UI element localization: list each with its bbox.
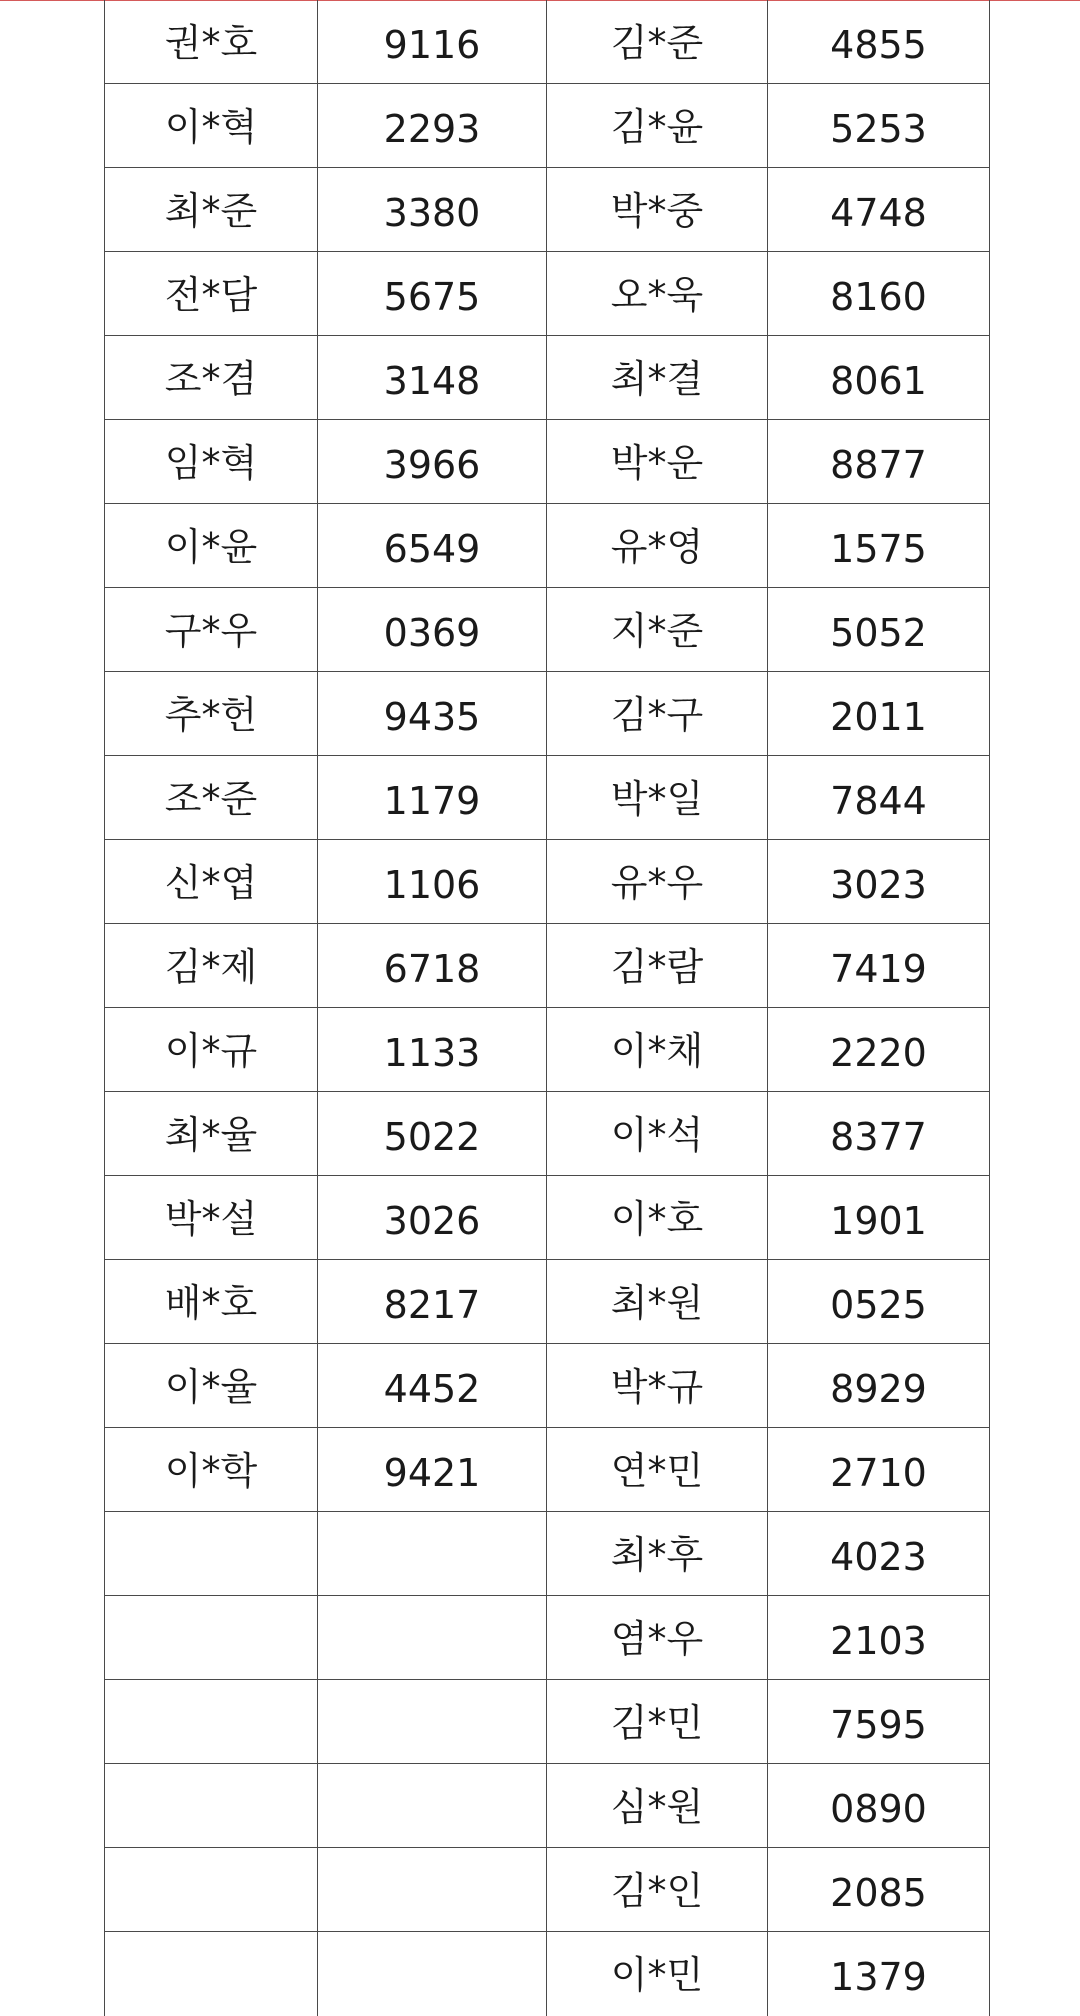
table-row	[105, 252, 990, 336]
left-code-cell	[318, 1512, 547, 1596]
left-name-cell	[105, 1596, 318, 1680]
right-name-cell: 유*영	[547, 504, 768, 588]
left-name-cell: 추*헌	[105, 672, 318, 756]
right-code-cell: 7844	[768, 756, 990, 840]
left-name-cell: 이*윤	[105, 504, 318, 588]
table-row	[105, 504, 990, 588]
right-code-cell: 2103	[768, 1596, 990, 1680]
right-name-cell: 오*욱	[547, 252, 768, 336]
left-name-cell: 전*담	[105, 252, 318, 336]
right-code-cell: 4748	[768, 168, 990, 252]
left-code-cell	[318, 1596, 547, 1680]
left-code-cell: 9435	[318, 672, 547, 756]
table-row	[105, 1596, 990, 1680]
left-name-cell: 구*우	[105, 588, 318, 672]
left-code-cell: 9116	[318, 0, 547, 84]
left-code-cell: 5022	[318, 1092, 547, 1176]
left-code-cell: 1179	[318, 756, 547, 840]
left-code-cell: 2293	[318, 84, 547, 168]
table-row	[105, 588, 990, 672]
right-code-cell: 8061	[768, 336, 990, 420]
left-name-cell: 이*율	[105, 1344, 318, 1428]
right-name-cell: 연*민	[547, 1428, 768, 1512]
table-row	[105, 84, 990, 168]
right-code-cell: 1379	[768, 1932, 990, 2016]
left-name-cell: 배*호	[105, 1260, 318, 1344]
table-row	[105, 1008, 990, 1092]
left-code-cell: 0369	[318, 588, 547, 672]
left-code-cell: 6718	[318, 924, 547, 1008]
winner-table	[104, 0, 990, 2016]
table-row	[105, 1848, 990, 1932]
left-name-cell: 박*설	[105, 1176, 318, 1260]
right-code-cell: 8377	[768, 1092, 990, 1176]
right-name-cell: 김*윤	[547, 84, 768, 168]
right-name-cell: 박*운	[547, 420, 768, 504]
right-name-cell: 유*우	[547, 840, 768, 924]
left-name-cell: 권*호	[105, 0, 318, 84]
right-name-cell: 박*일	[547, 756, 768, 840]
right-code-cell: 2710	[768, 1428, 990, 1512]
table-row	[105, 1512, 990, 1596]
right-code-cell: 1901	[768, 1176, 990, 1260]
left-name-cell: 최*준	[105, 168, 318, 252]
right-code-cell: 7419	[768, 924, 990, 1008]
table-row	[105, 756, 990, 840]
table-row	[105, 420, 990, 504]
table-row	[105, 1932, 990, 2016]
left-name-cell: 김*제	[105, 924, 318, 1008]
left-name-cell	[105, 1764, 318, 1848]
left-code-cell	[318, 1932, 547, 2016]
left-code-cell	[318, 1764, 547, 1848]
table-row	[105, 336, 990, 420]
right-code-cell: 8929	[768, 1344, 990, 1428]
table-row	[105, 0, 990, 84]
left-code-cell: 3380	[318, 168, 547, 252]
right-code-cell: 1575	[768, 504, 990, 588]
right-name-cell: 염*우	[547, 1596, 768, 1680]
left-name-cell	[105, 1512, 318, 1596]
table-row	[105, 1260, 990, 1344]
right-name-cell: 박*규	[547, 1344, 768, 1428]
right-name-cell: 최*후	[547, 1512, 768, 1596]
left-code-cell: 3966	[318, 420, 547, 504]
left-name-cell: 이*혁	[105, 84, 318, 168]
left-name-cell: 조*겸	[105, 336, 318, 420]
right-name-cell: 지*준	[547, 588, 768, 672]
right-code-cell: 5052	[768, 588, 990, 672]
right-code-cell: 5253	[768, 84, 990, 168]
left-code-cell: 4452	[318, 1344, 547, 1428]
table-row	[105, 1344, 990, 1428]
left-code-cell: 3148	[318, 336, 547, 420]
table-row	[105, 1092, 990, 1176]
right-name-cell: 이*호	[547, 1176, 768, 1260]
table-row	[105, 1680, 990, 1764]
right-name-cell: 이*민	[547, 1932, 768, 2016]
left-name-cell: 이*학	[105, 1428, 318, 1512]
table-row	[105, 840, 990, 924]
right-code-cell: 0525	[768, 1260, 990, 1344]
left-code-cell: 9421	[318, 1428, 547, 1512]
left-name-cell: 최*율	[105, 1092, 318, 1176]
right-code-cell: 2220	[768, 1008, 990, 1092]
table-row	[105, 1764, 990, 1848]
right-code-cell: 8160	[768, 252, 990, 336]
left-code-cell	[318, 1848, 547, 1932]
right-name-cell: 심*원	[547, 1764, 768, 1848]
right-name-cell: 김*민	[547, 1680, 768, 1764]
right-code-cell: 7595	[768, 1680, 990, 1764]
table-row	[105, 924, 990, 1008]
right-code-cell: 4023	[768, 1512, 990, 1596]
right-name-cell: 김*준	[547, 0, 768, 84]
left-name-cell: 이*규	[105, 1008, 318, 1092]
right-name-cell: 이*석	[547, 1092, 768, 1176]
right-name-cell: 박*중	[547, 168, 768, 252]
left-code-cell: 3026	[318, 1176, 547, 1260]
left-code-cell	[318, 1680, 547, 1764]
left-code-cell: 5675	[318, 252, 547, 336]
right-code-cell: 0890	[768, 1764, 990, 1848]
right-code-cell: 2085	[768, 1848, 990, 1932]
right-code-cell: 2011	[768, 672, 990, 756]
left-name-cell: 임*혁	[105, 420, 318, 504]
left-code-cell: 6549	[318, 504, 547, 588]
table-body	[105, 0, 990, 2016]
left-code-cell: 8217	[318, 1260, 547, 1344]
right-code-cell: 4855	[768, 0, 990, 84]
left-name-cell	[105, 1848, 318, 1932]
table-row	[105, 168, 990, 252]
left-code-cell: 1106	[318, 840, 547, 924]
table-row	[105, 672, 990, 756]
left-code-cell: 1133	[318, 1008, 547, 1092]
right-name-cell: 김*구	[547, 672, 768, 756]
right-name-cell: 김*인	[547, 1848, 768, 1932]
left-name-cell	[105, 1680, 318, 1764]
right-name-cell: 김*람	[547, 924, 768, 1008]
left-name-cell	[105, 1932, 318, 2016]
right-code-cell: 3023	[768, 840, 990, 924]
table-row	[105, 1428, 990, 1512]
left-name-cell: 조*준	[105, 756, 318, 840]
table-row	[105, 1176, 990, 1260]
right-code-cell: 8877	[768, 420, 990, 504]
right-name-cell: 최*원	[547, 1260, 768, 1344]
right-name-cell: 최*결	[547, 336, 768, 420]
right-name-cell: 이*채	[547, 1008, 768, 1092]
left-name-cell: 신*엽	[105, 840, 318, 924]
